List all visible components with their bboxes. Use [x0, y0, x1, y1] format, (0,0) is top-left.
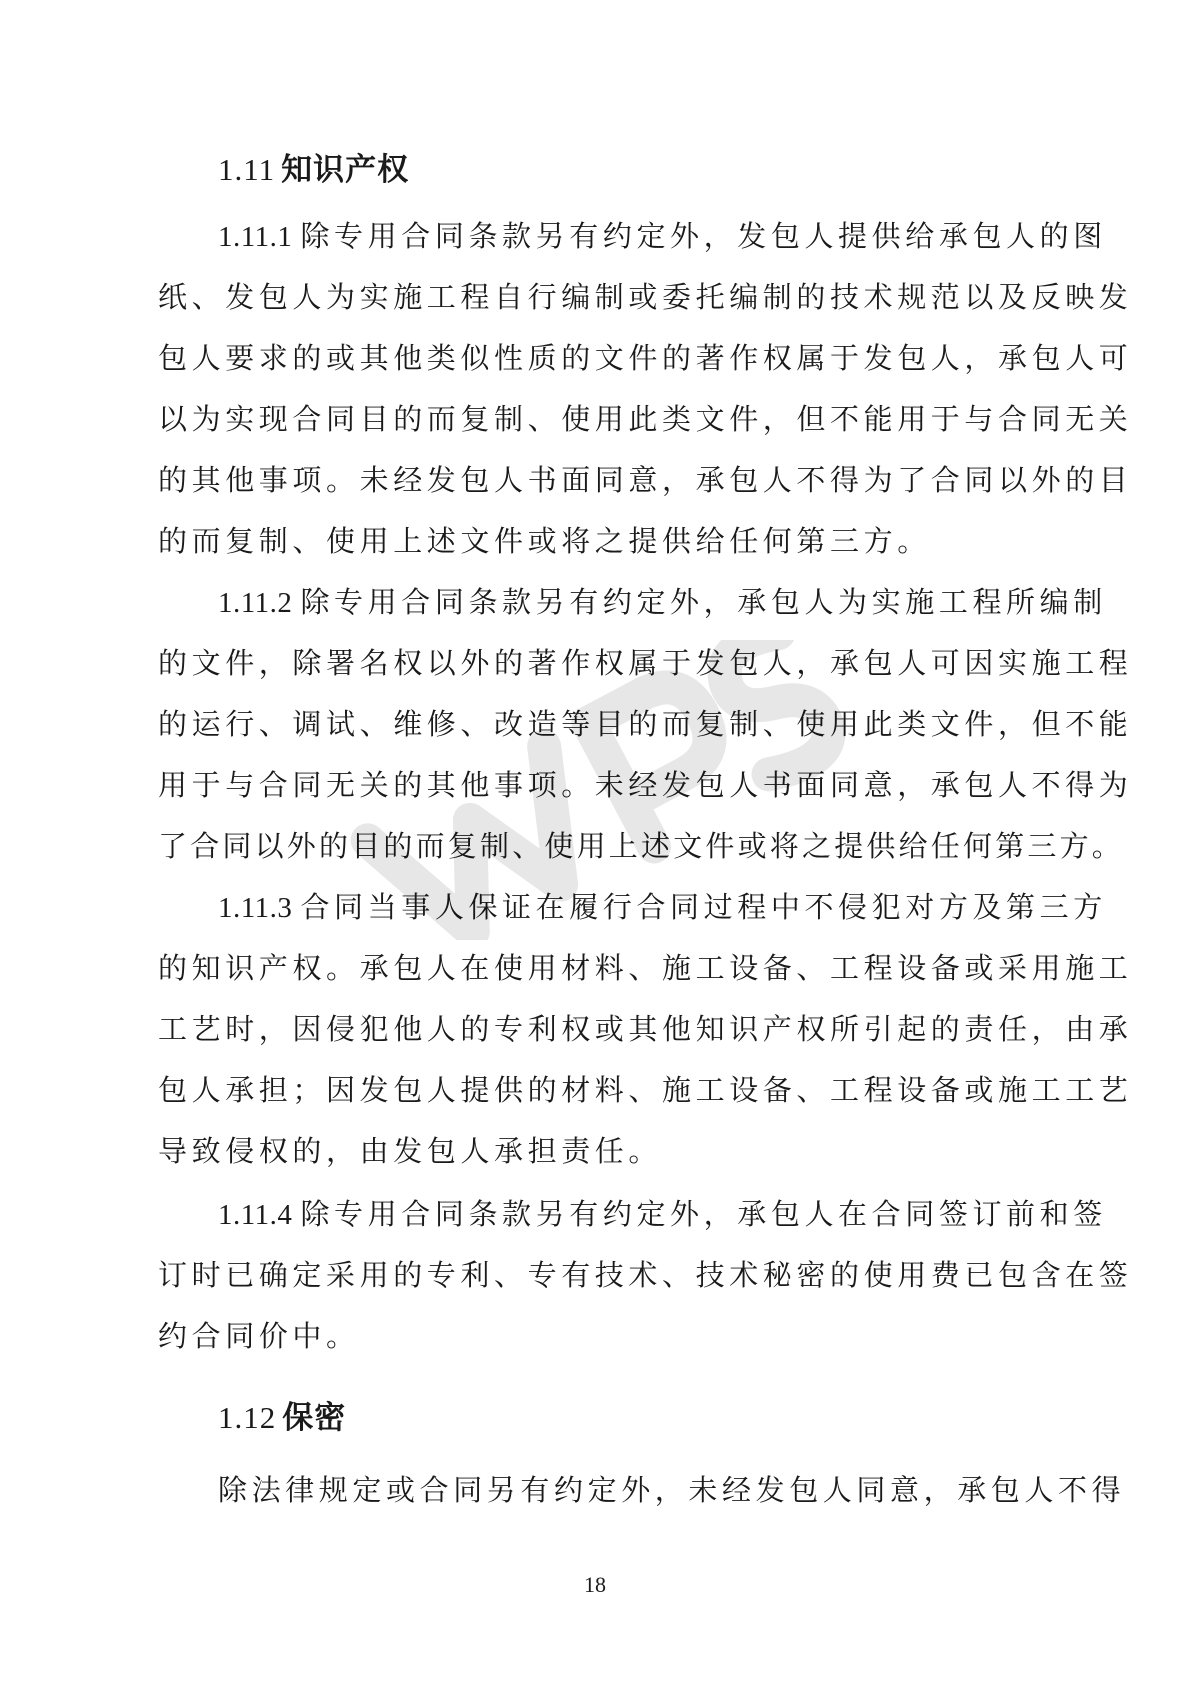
paragraph-line: 约合同价中。 — [158, 1319, 360, 1353]
paragraph-line: 的运行、调试、维修、改造等目的而复制、使用此类文件，但不能 — [158, 707, 1133, 741]
paragraph-line: 工艺时，因侵犯他人的专利权或其他知识产权所引起的责任，由承 — [158, 1012, 1133, 1046]
section-title: 知识产权 — [281, 152, 410, 188]
paragraph-line: 的知识产权。承包人在使用材料、施工设备、工程设备或采用施工 — [158, 951, 1133, 985]
paragraph-line: 以为实现合同目的而复制、使用此类文件，但不能用于与合同无关 — [158, 402, 1133, 436]
paragraph-line — [218, 885, 1107, 926]
paragraph-line: 除法律规定或合同另有约定外，未经发包人同意，承包人不得 — [218, 1473, 1126, 1507]
clause-text: 除专用合同条款另有约定外，承包人为实施工程所编制 — [300, 585, 1107, 619]
paragraph-line — [218, 1192, 1107, 1233]
paragraph-line: 了合同以外的目的而复制、使用上述文件或将之提供给任何第三方。 — [158, 829, 1125, 863]
section-number: 1.12 — [218, 1400, 277, 1435]
paragraph-line: 用于与合同无关的其他事项。未经发包人书面同意，承包人不得为 — [158, 768, 1133, 802]
section-number: 1.11 — [218, 152, 276, 187]
clause-text: 合同当事人保证在履行合同过程中不侵犯对方及第三方 — [300, 890, 1107, 924]
clause-number: 1.11.4 — [218, 1199, 293, 1231]
clause-number: 1.11.1 — [218, 221, 293, 253]
clause-number: 1.11.3 — [218, 892, 293, 924]
paragraph-line: 的其他事项。未经发包人书面同意，承包人不得为了合同以外的目 — [158, 463, 1133, 497]
clause-text: 除专用合同条款另有约定外，承包人在合同签订前和签 — [300, 1197, 1107, 1231]
clause-text: 除专用合同条款另有约定外，发包人提供给承包人的图 — [300, 219, 1107, 253]
section-heading-1-11 — [218, 144, 409, 189]
paragraph-line: 包人要求的或其他类似性质的文件的著作权属于发包人，承包人可 — [158, 341, 1133, 375]
paragraph-line: 订时已确定采用的专利、专有技术、技术秘密的使用费已包含在签 — [158, 1258, 1133, 1292]
paragraph-line: 的而复制、使用上述文件或将之提供给任何第三方。 — [158, 524, 931, 558]
paragraph-line: 导致侵权的，由发包人承担责任。 — [158, 1134, 663, 1168]
paragraph-line — [218, 214, 1107, 255]
clause-number: 1.11.2 — [218, 587, 293, 619]
paragraph-line: 包人承担；因发包人提供的材料、施工设备、工程设备或施工工艺 — [158, 1073, 1133, 1107]
section-heading-1-12 — [218, 1392, 346, 1437]
section-title: 保密 — [282, 1400, 347, 1436]
page-number: 18 — [584, 1572, 606, 1597]
paragraph-line: 纸、发包人为实施工程自行编制或委托编制的技术规范以及反映发 — [158, 280, 1133, 314]
paragraph-line: 的文件，除署名权以外的著作权属于发包人，承包人可因实施工程 — [158, 646, 1133, 680]
paragraph-line — [218, 580, 1107, 621]
